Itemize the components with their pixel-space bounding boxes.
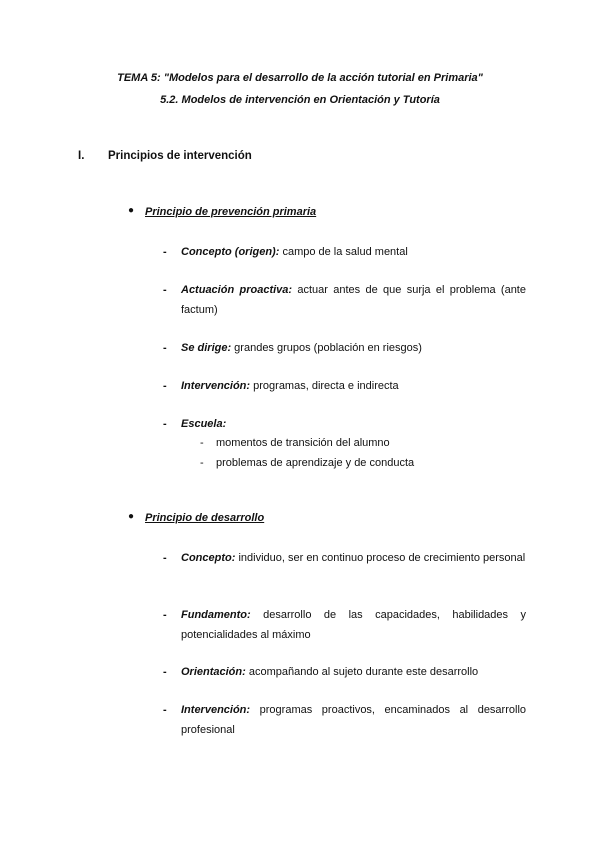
- item-text: individuo, ser en continuo proceso de crecimiento personal: [235, 552, 526, 564]
- item-text: programas, directa e indirecta: [250, 380, 399, 392]
- sub-item: [200, 433, 390, 453]
- document-subtitle: 5.2. Modelos de intervención en Orientación y Tutoría: [160, 94, 440, 106]
- dash-icon: -: [163, 418, 167, 430]
- item-key: Concepto:: [181, 552, 236, 564]
- dash-icon: -: [163, 380, 167, 392]
- item-key: Concepto (origen):: [181, 246, 280, 258]
- dash-icon: -: [200, 457, 204, 469]
- list-item: [163, 605, 526, 645]
- item-key: Actuación proactiva:: [181, 284, 293, 296]
- item-key: Se dirige:: [181, 342, 232, 354]
- list-item: [163, 376, 526, 396]
- section-title: Principios de intervención: [108, 150, 252, 162]
- section-heading: [78, 150, 252, 162]
- sub-item-text: momentos de transición del alumno: [216, 437, 390, 449]
- list-item: [163, 280, 526, 320]
- item-text: grandes grupos (población en riesgos): [231, 342, 422, 354]
- list-item: [163, 662, 526, 682]
- principle-title: Principio de prevención primaria: [145, 206, 317, 218]
- item-key: Orientación:: [181, 666, 246, 678]
- item-key: Intervención:: [181, 704, 251, 716]
- section-number: I.: [78, 150, 85, 162]
- bullet-icon: ●: [128, 511, 135, 522]
- sub-item: [200, 453, 415, 473]
- principle-heading: [128, 205, 317, 218]
- dash-icon: -: [163, 284, 167, 296]
- bullet-icon: ●: [128, 205, 135, 216]
- principle-title: Principio de desarrollo: [145, 512, 265, 524]
- dash-icon: -: [163, 609, 167, 621]
- item-text: campo de la salud mental: [279, 246, 408, 258]
- list-item: [163, 242, 526, 262]
- item-text: actuar antes de que surja el problema (ante factum): [181, 284, 526, 316]
- list-item: [163, 700, 526, 740]
- dash-icon: -: [163, 342, 167, 354]
- item-key: Intervención:: [181, 380, 251, 392]
- list-item: [163, 548, 526, 568]
- dash-icon: -: [200, 437, 204, 449]
- dash-icon: -: [163, 666, 167, 678]
- item-text: acompañando al sujeto durante este desarrollo: [245, 666, 479, 678]
- principle-heading: [128, 511, 265, 524]
- list-item: [163, 414, 526, 434]
- item-key: Escuela:: [181, 418, 227, 430]
- item-text: desarrollo de las capacidades, habilidades y potencialidades al máximo: [181, 609, 526, 641]
- item-text: programas proactivos, encaminados al desarrollo profesional: [181, 704, 526, 736]
- document-title: TEMA 5: "Modelos para el desarrollo de la acción tutorial en Primaria": [117, 72, 483, 84]
- dash-icon: -: [163, 704, 167, 716]
- sub-item-text: problemas de aprendizaje y de conducta: [216, 457, 415, 469]
- item-key: Fundamento:: [181, 609, 251, 621]
- dash-icon: -: [163, 246, 167, 258]
- list-item: [163, 338, 526, 358]
- dash-icon: -: [163, 552, 167, 564]
